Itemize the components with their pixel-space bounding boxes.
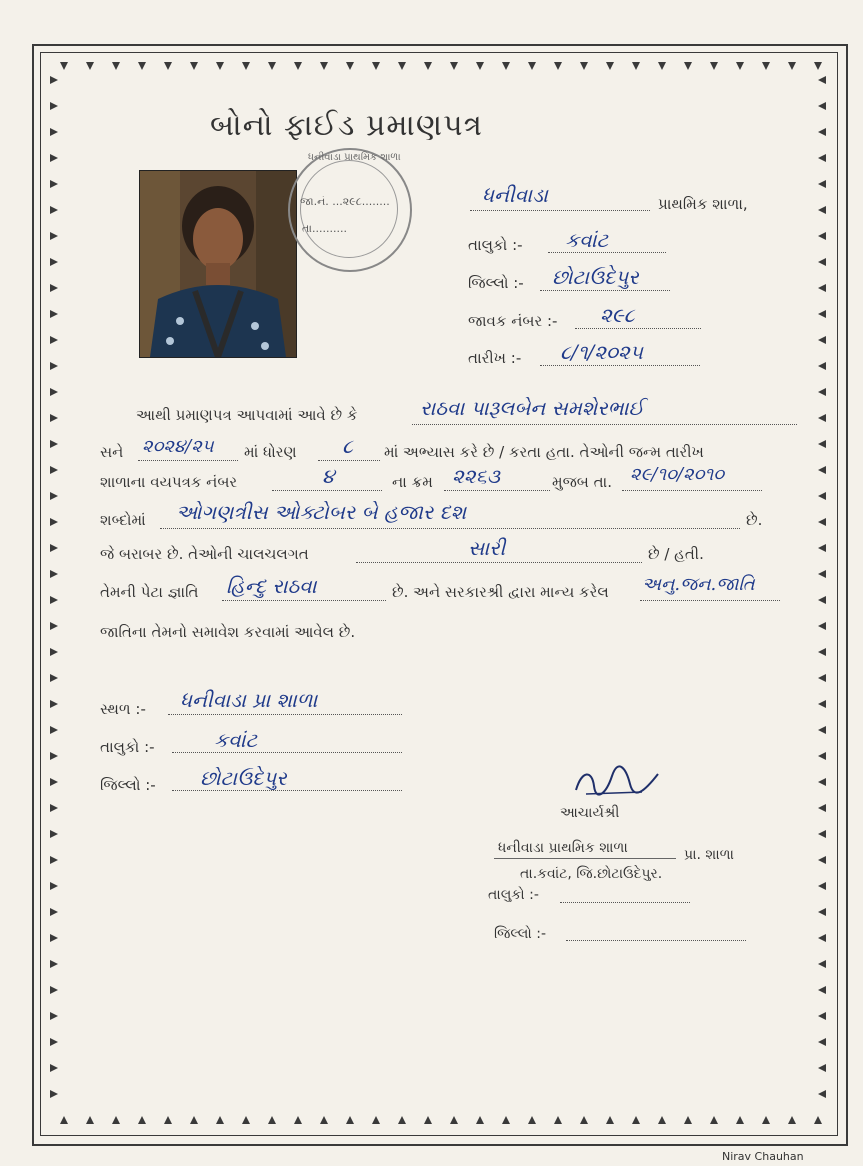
- border-triangle-top: [658, 62, 666, 70]
- register-value: ૪: [322, 464, 335, 488]
- border-triangle-right: [818, 388, 826, 396]
- border-triangle-right: [818, 414, 826, 422]
- jillo-value: છોટાઉદેપુર: [552, 265, 639, 289]
- border-triangle-right: [818, 986, 826, 994]
- border-triangle-bottom: [268, 1116, 276, 1124]
- border-triangle-bottom: [372, 1116, 380, 1124]
- signature-jillo-label: જિલ્લો :-: [494, 926, 546, 942]
- border-triangle-right: [818, 622, 826, 630]
- year-value: ૨૦૨૪/૨૫: [142, 436, 214, 457]
- border-triangle-right: [818, 700, 826, 708]
- border-triangle-right: [818, 336, 826, 344]
- border-triangle-left: [50, 908, 58, 916]
- javak-value: ૨૯૮: [600, 303, 635, 327]
- school-name-line: [470, 210, 650, 211]
- sthal-line: [168, 714, 402, 715]
- border-triangle-bottom: [788, 1116, 796, 1124]
- border-triangle-top: [398, 62, 406, 70]
- border-triangle-left: [50, 622, 58, 630]
- border-triangle-bottom: [606, 1116, 614, 1124]
- border-triangle-top: [190, 62, 198, 70]
- border-triangle-right: [818, 1038, 826, 1046]
- border-triangle-right: [818, 778, 826, 786]
- border-triangle-bottom: [398, 1116, 406, 1124]
- border-triangle-top: [86, 62, 94, 70]
- body-line4-a: શબ્દોમાં: [100, 511, 146, 529]
- school-label: પ્રાથમિક શાળા,: [658, 195, 748, 213]
- place-jillo-value: છોટાઉદેપુર: [200, 766, 287, 790]
- taluko-value: કવાંટ: [565, 228, 609, 252]
- body-line4-b: છે.: [746, 511, 763, 529]
- border-triangle-left: [50, 700, 58, 708]
- border-triangle-top: [424, 62, 432, 70]
- body-line6-b: છે. અને સરકારશ્રી દ્વારા માન્ય કરેલ: [392, 583, 609, 601]
- border-triangle-bottom: [814, 1116, 822, 1124]
- border-triangle-right: [818, 102, 826, 110]
- border-triangle-right: [818, 492, 826, 500]
- border-triangle-left: [50, 232, 58, 240]
- border-triangle-bottom: [476, 1116, 484, 1124]
- border-triangle-left: [50, 544, 58, 552]
- border-triangle-left: [50, 336, 58, 344]
- body-line1-prefix: આથી પ્રમાણપત્ર આપવામાં આવે છે કે: [136, 406, 358, 424]
- place-taluko-line: [172, 752, 402, 753]
- kram-line: [444, 490, 550, 491]
- border-triangle-left: [50, 154, 58, 162]
- border-triangle-bottom: [86, 1116, 94, 1124]
- standard-value: ૮: [342, 434, 353, 458]
- border-triangle-bottom: [424, 1116, 432, 1124]
- stamp-ring-text: ધનીવાડા પ્રાથમિક શાળા: [308, 152, 401, 163]
- principal-signature: [572, 764, 662, 800]
- border-triangle-top: [60, 62, 68, 70]
- border-triangle-bottom: [736, 1116, 744, 1124]
- student-name-value: રાઠવા પારૂલબેન સમશેરભાઈ: [420, 396, 644, 420]
- javak-label: જાવક નંબર :-: [468, 312, 558, 330]
- border-triangle-left: [50, 986, 58, 994]
- border-triangle-right: [818, 882, 826, 890]
- border-triangle-right: [818, 596, 826, 604]
- border-triangle-top: [710, 62, 718, 70]
- border-triangle-right: [818, 1012, 826, 1020]
- border-triangle-left: [50, 830, 58, 838]
- border-triangle-right: [818, 544, 826, 552]
- border-triangle-left: [50, 1090, 58, 1098]
- border-triangle-top: [502, 62, 510, 70]
- border-triangle-left: [50, 726, 58, 734]
- border-triangle-right: [818, 440, 826, 448]
- border-triangle-left: [50, 76, 58, 84]
- signature-jillo-line: [566, 940, 746, 941]
- border-triangle-right: [818, 76, 826, 84]
- border-triangle-right: [818, 726, 826, 734]
- border-triangle-bottom: [684, 1116, 692, 1124]
- sthal-label: સ્થળ :-: [100, 700, 146, 718]
- border-triangle-bottom: [554, 1116, 562, 1124]
- border-triangle-left: [50, 596, 58, 604]
- school-stamp-underline: [494, 858, 676, 859]
- border-triangle-left: [50, 388, 58, 396]
- border-triangle-top: [216, 62, 224, 70]
- border-triangle-bottom: [632, 1116, 640, 1124]
- border-triangle-top: [554, 62, 562, 70]
- taluko-label: તાલુકો :-: [468, 236, 523, 254]
- border-triangle-left: [50, 206, 58, 214]
- border-triangle-right: [818, 908, 826, 916]
- student-photo: [139, 170, 297, 358]
- border-triangle-bottom: [502, 1116, 510, 1124]
- border-triangle-right: [818, 856, 826, 864]
- year-line: [138, 460, 238, 461]
- border-triangle-left: [50, 804, 58, 812]
- dob-words-value: ઓગણત્રીસ ઓક્ટોબર બે હજાર દશ: [176, 500, 467, 524]
- border-triangle-left: [50, 674, 58, 682]
- border-triangle-bottom: [164, 1116, 172, 1124]
- border-triangle-right: [818, 128, 826, 136]
- border-triangle-right: [818, 934, 826, 942]
- border-triangle-right: [818, 466, 826, 474]
- border-triangle-top: [450, 62, 458, 70]
- border-triangle-left: [50, 310, 58, 318]
- sthal-value: ધનીવાડા પ્રા શાળા: [180, 688, 318, 712]
- border-triangle-top: [762, 62, 770, 70]
- border-triangle-left: [50, 102, 58, 110]
- border-triangle-bottom: [138, 1116, 146, 1124]
- conduct-line: [356, 562, 642, 563]
- border-triangle-bottom: [60, 1116, 68, 1124]
- dob-line: [622, 490, 762, 491]
- category-value: અનુ.જન.જાતિ: [642, 574, 755, 595]
- border-triangle-right: [818, 310, 826, 318]
- body-line2-a: સને: [100, 443, 124, 461]
- school-stamp-line2: તા.કવાંટ, જિ.છોટાઉદેપુર.: [520, 866, 663, 882]
- school-stamp-line1: ધનીવાડા પ્રાથમિક શાળા: [498, 840, 628, 856]
- jillo-line: [540, 290, 670, 291]
- principal-role: આચાર્યશ્રી: [560, 805, 620, 821]
- border-triangle-left: [50, 492, 58, 500]
- border-triangle-top: [606, 62, 614, 70]
- border-triangle-right: [818, 674, 826, 682]
- caste-line: [222, 600, 386, 601]
- dob-value: ૨૯/૧૦/૨૦૧૦: [630, 464, 725, 485]
- body-line2-b: માં ધોરણ: [244, 443, 297, 461]
- border-triangle-bottom: [216, 1116, 224, 1124]
- stamp-number-line: જા.નં. ...૨૯૮........: [300, 195, 390, 208]
- border-triangle-right: [818, 154, 826, 162]
- tarikh-value: ૮/૧/૨૦૨૫: [560, 340, 643, 364]
- border-triangle-top: [138, 62, 146, 70]
- border-triangle-right: [818, 648, 826, 656]
- border-triangle-top: [320, 62, 328, 70]
- border-triangle-right: [818, 960, 826, 968]
- border-triangle-left: [50, 466, 58, 474]
- signature-taluko-label: તાલુકો :-: [488, 887, 539, 903]
- standard-line: [318, 460, 380, 461]
- border-triangle-left: [50, 440, 58, 448]
- border-triangle-right: [818, 258, 826, 266]
- border-triangle-right: [818, 1064, 826, 1072]
- stamp-inner-ring: [300, 160, 398, 258]
- border-triangle-left: [50, 128, 58, 136]
- border-triangle-left: [50, 752, 58, 760]
- category-line: [640, 600, 780, 601]
- school-name-value: ધનીવાડા: [482, 183, 548, 207]
- border-triangle-right: [818, 804, 826, 812]
- border-triangle-bottom: [658, 1116, 666, 1124]
- border-triangle-bottom: [242, 1116, 250, 1124]
- body-line5-b: છે / હતી.: [648, 545, 704, 563]
- border-triangle-left: [50, 960, 58, 968]
- border-triangle-top: [814, 62, 822, 70]
- border-triangle-bottom: [450, 1116, 458, 1124]
- certificate-title: બોનો ફાઈડ પ્રમાણપત્ર: [210, 108, 483, 143]
- border-triangle-left: [50, 1064, 58, 1072]
- border-triangle-left: [50, 180, 58, 188]
- border-triangle-bottom: [762, 1116, 770, 1124]
- tarikh-line: [540, 365, 700, 366]
- border-triangle-top: [632, 62, 640, 70]
- border-triangle-bottom: [190, 1116, 198, 1124]
- border-triangle-top: [788, 62, 796, 70]
- border-triangle-top: [580, 62, 588, 70]
- border-triangle-left: [50, 1038, 58, 1046]
- border-triangle-bottom: [294, 1116, 302, 1124]
- border-triangle-right: [818, 518, 826, 526]
- border-triangle-bottom: [528, 1116, 536, 1124]
- border-triangle-bottom: [710, 1116, 718, 1124]
- body-line6-a: તેમની પેટા જ્ઞાતિ: [100, 583, 199, 601]
- border-triangle-left: [50, 284, 58, 292]
- border-triangle-top: [294, 62, 302, 70]
- kram-value: ૨૨૬૩: [452, 464, 500, 488]
- body-line3-b: ના ક્રમ: [392, 473, 433, 491]
- border-triangle-top: [684, 62, 692, 70]
- border-triangle-left: [50, 882, 58, 890]
- body-line7: જાતિના તેમનો સમાવેશ કરવામાં આવેલ છે.: [100, 623, 356, 641]
- border-triangle-top: [736, 62, 744, 70]
- stamp-date-line: તા..........: [302, 222, 347, 235]
- taluko-line: [548, 252, 666, 253]
- border-triangle-right: [818, 232, 826, 240]
- border-triangle-top: [268, 62, 276, 70]
- border-triangle-left: [50, 518, 58, 526]
- jillo-label: જિલ્લો :-: [468, 274, 524, 292]
- javak-line: [575, 328, 701, 329]
- border-triangle-top: [112, 62, 120, 70]
- place-jillo-line: [172, 790, 402, 791]
- student-name-line: [412, 424, 797, 425]
- border-triangle-right: [818, 362, 826, 370]
- border-triangle-right: [818, 284, 826, 292]
- register-line: [272, 490, 382, 491]
- border-triangle-top: [372, 62, 380, 70]
- tarikh-label: તારીખ :-: [468, 349, 522, 367]
- border-triangle-top: [242, 62, 250, 70]
- border-triangle-right: [818, 180, 826, 188]
- border-triangle-right: [818, 570, 826, 578]
- border-triangle-top: [346, 62, 354, 70]
- caste-value: હિન્દુ રાઠવા: [226, 574, 317, 598]
- school-suffix: પ્રા. શાળા: [684, 847, 734, 863]
- border-triangle-right: [818, 752, 826, 760]
- place-taluko-label: તાલુકો :-: [100, 738, 155, 756]
- place-jillo-label: જિલ્લો :-: [100, 776, 156, 794]
- body-line2-c: માં અભ્યાસ કરે છે / કરતા હતા. તેઓની જન્મ તારીખ: [384, 443, 704, 461]
- border-triangle-left: [50, 414, 58, 422]
- border-triangle-right: [818, 830, 826, 838]
- body-line5-a: જે બરાબર છે. તેઓની ચાલચલગત: [100, 545, 309, 563]
- conduct-value: સારી: [468, 536, 506, 560]
- border-triangle-right: [818, 206, 826, 214]
- border-triangle-bottom: [320, 1116, 328, 1124]
- body-line3-c: મુજબ તા.: [552, 473, 612, 491]
- border-triangle-top: [528, 62, 536, 70]
- border-triangle-left: [50, 1012, 58, 1020]
- body-line3-a: શાળાના વયપત્રક નંબર: [100, 473, 238, 491]
- place-taluko-value: કવાંટ: [214, 728, 258, 752]
- footer-credit: Nirav Chauhan: [722, 1150, 804, 1163]
- border-triangle-left: [50, 778, 58, 786]
- border-triangle-left: [50, 570, 58, 578]
- signature-taluko-line: [560, 902, 690, 903]
- border-triangle-bottom: [580, 1116, 588, 1124]
- dob-words-line: [160, 528, 740, 529]
- border-triangle-right: [818, 1090, 826, 1098]
- border-triangle-left: [50, 258, 58, 266]
- border-triangle-bottom: [112, 1116, 120, 1124]
- border-triangle-top: [476, 62, 484, 70]
- border-triangle-left: [50, 362, 58, 370]
- border-triangle-top: [164, 62, 172, 70]
- border-triangle-left: [50, 648, 58, 656]
- border-triangle-left: [50, 934, 58, 942]
- border-triangle-left: [50, 856, 58, 864]
- border-triangle-bottom: [346, 1116, 354, 1124]
